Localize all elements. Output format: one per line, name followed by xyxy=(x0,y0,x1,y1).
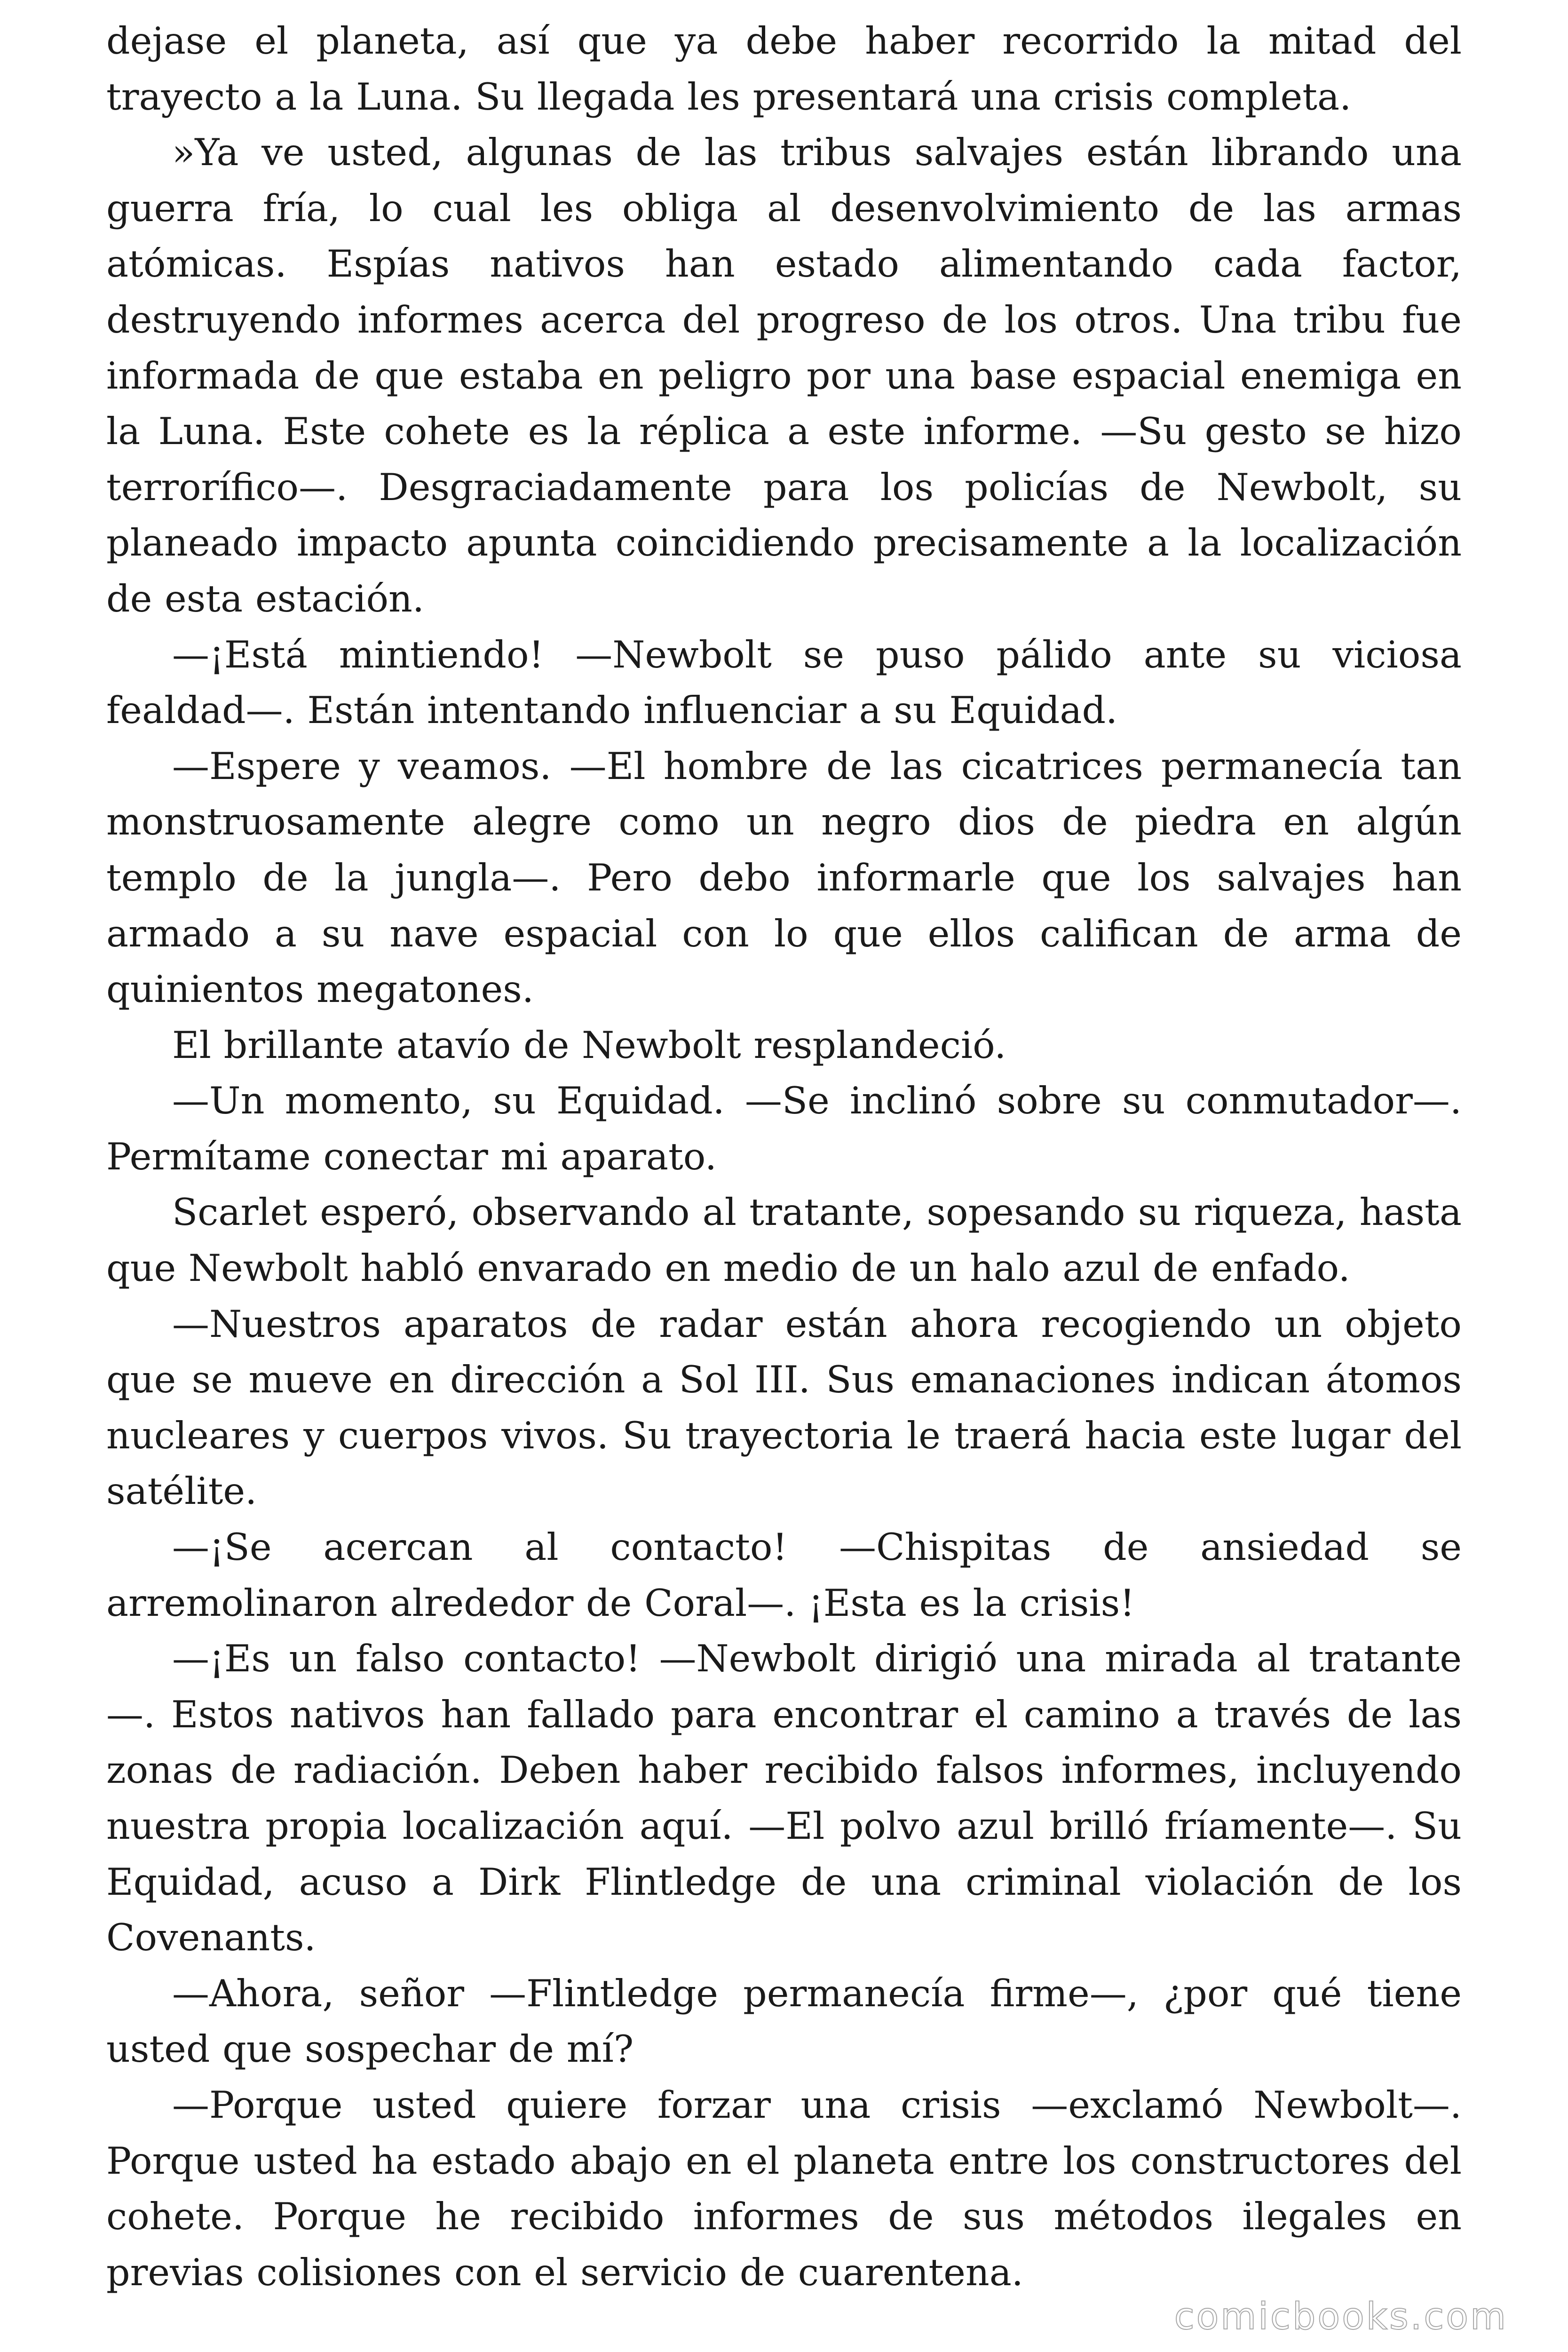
paragraph: —¡Está mintiendo! —Newbolt se puso pálido ante su viciosa fealdad—. Están intentando influenciar a su Equidad. xyxy=(106,633,1462,732)
paragraph: »Ya ve usted, algunas de las tribus salvajes están librando una guerra fría, lo cual les obliga al desenvolvimiento de las armas atómicas. Espías nativos han estado alimentando cada factor, destruyendo informes acerca del progreso de los otros. Una tribu fue informada de que estaba en peligro por una base espacial enemiga en la Luna. Este cohete es la réplica a este informe. —Su gesto se hizo terrorífico—. Desgraciadamente para los policías de Newbolt, su planeado impacto apunta coincidiendo precisamente a la localización de esta estación. xyxy=(106,131,1462,620)
paragraph: —Espere y veamos. —El hombre de las cicatrices permanecía tan monstruosamente alegre como un negro dios de piedra en algún templo de la jungla—. Pero debo informarle que los salvajes han armado a su nave espacial con lo que ellos califican de arma de quinientos megatones. xyxy=(106,744,1462,1011)
watermark: comicbooks.com xyxy=(1174,2296,1508,2338)
paragraph: El brillante atavío de Newbolt resplandeció. xyxy=(172,1023,1006,1067)
paragraph: —Un momento, su Equidad. —Se inclinó sobre su conmutador—. Permítame conectar mi aparato. xyxy=(106,1079,1462,1178)
paragraph: —¡Es un falso contacto! —Newbolt dirigió una mirada al tratante —. Estos nativos han fallado para encontrar el camino a través de las zonas de radiación. Deben haber recibido falsos informes, incluyendo nuestra propia localización aquí. —El polvo azul brilló fríamente—. Su Equidad, acuso a Dirk Flintledge de una criminal violación de los Covenants. xyxy=(106,1637,1462,1960)
paragraph: —Porque usted quiere forzar una crisis —exclamó Newbolt—. Porque usted ha estado abajo en el planeta entre los constructores del cohete. Porque he recibido informes de sus métodos ilegales en previas colisiones con el servicio de cuarentena. xyxy=(106,2083,1462,2294)
paragraph: —Nuestros aparatos de radar están ahora recogiendo un objeto que se mueve en dirección a Sol III. Sus emanaciones indican átomos nucleares y cuerpos vivos. Su trayectoria le traerá hacia este lugar del satélite. xyxy=(106,1302,1462,1513)
paragraph: Scarlet esperó, observando al tratante, sopesando su riqueza, hasta que Newbolt habló envarado en medio de un halo azul de enfado. xyxy=(106,1191,1462,1290)
paragraph: —¡Se acercan al contacto! —Chispitas de ansiedad se arremolinaron alrededor de Coral—. ¡Esta es la crisis! xyxy=(106,1526,1462,1625)
book-page-text xyxy=(106,13,1462,2300)
paragraph: dejase el planeta, así que ya debe haber recorrido la mitad del trayecto a la Luna. Su llegada les presentará una crisis completa. xyxy=(106,19,1462,119)
paragraph: —Ahora, señor —Flintledge permanecía firme—, ¿por qué tiene usted que sospechar de mí? xyxy=(106,1971,1462,2071)
